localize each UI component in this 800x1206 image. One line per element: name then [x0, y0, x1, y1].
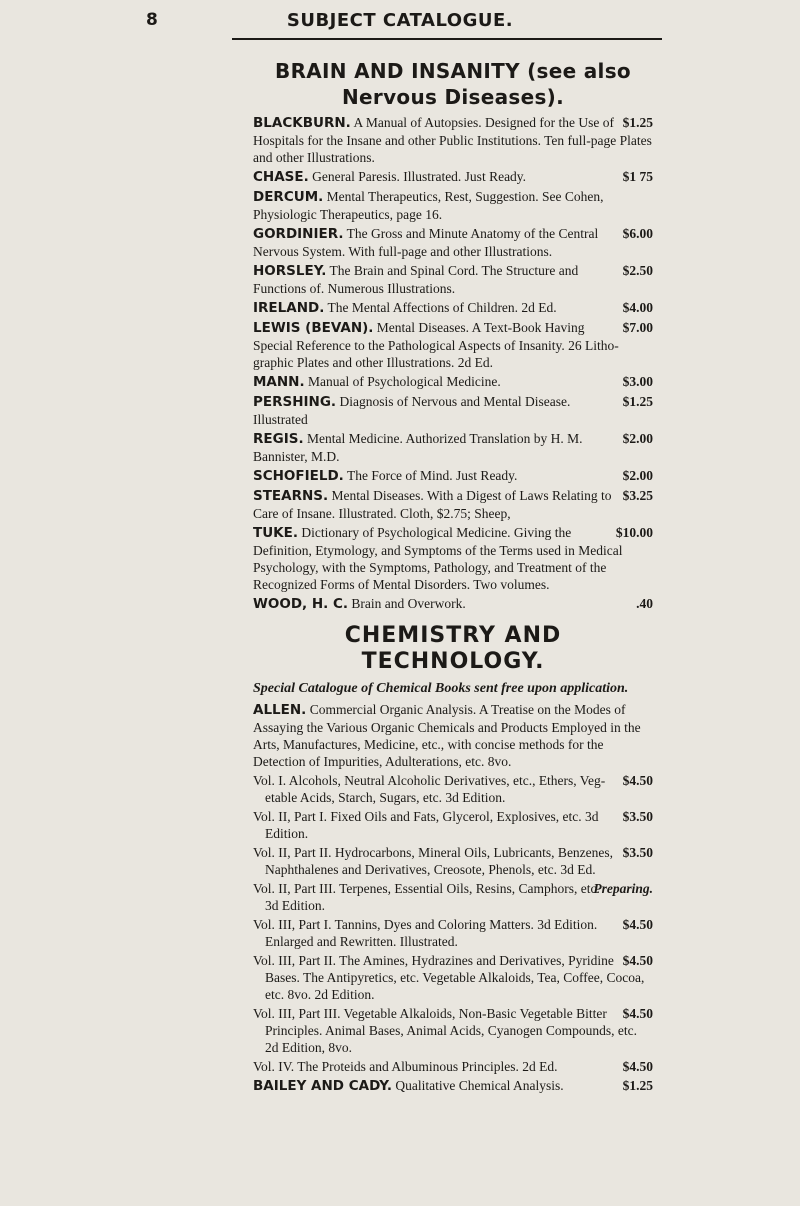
entry-author: LEWIS (BEVAN).: [253, 320, 374, 336]
catalogue-entry: [253, 225, 653, 260]
volume-entry: [253, 844, 653, 878]
volume-entry: [253, 880, 653, 914]
entry-author: DERCUM.: [253, 189, 324, 205]
entry-description: Qualitative Chemical Analysis.: [395, 1078, 564, 1093]
catalogue-entry: [253, 701, 653, 770]
entry-list-chemistry-tail: [253, 1077, 653, 1095]
entry-price: $7.00: [622, 320, 653, 335]
entry-price: $2.50: [622, 263, 653, 278]
catalogue-entry: [253, 114, 653, 166]
entry-description: Manual of Psychological Medicine.: [307, 374, 501, 389]
entry-description: Mental Diseases. A Text-Book Having Special Reference to the Pathological Aspects of Insanity. 26 Litho-graphic Plates and other Illustrations. 2d Ed.: [253, 320, 619, 370]
catalogue-entry: [253, 319, 653, 371]
entry-author: ALLEN.: [253, 702, 307, 718]
catalogue-entry: [253, 393, 653, 428]
entry-description: Mental Diseases. With a Digest of Laws Relating to Care of Insane. Illustrated. Cloth, $2.75; Sheep,: [253, 488, 612, 521]
catalogue-entry: [253, 487, 653, 522]
entry-price: $1.25: [622, 115, 653, 130]
volume-entry: [253, 808, 653, 842]
catalogue-entry: [253, 168, 653, 186]
entry-author: BAILEY AND CADY.: [253, 1078, 392, 1094]
catalogue-entry: [253, 524, 653, 593]
volume-list-allen: [253, 772, 653, 1075]
volume-price: $4.50: [622, 917, 653, 932]
volume-price: $3.50: [622, 845, 653, 860]
entry-description: Mental Therapeutics, Rest, Suggestion. See Cohen, Physiologic Therapeutics, page 16.: [253, 189, 604, 222]
entry-price: $2.00: [622, 468, 653, 483]
entry-author: STEARNS.: [253, 488, 329, 504]
entry-author: CHASE.: [253, 169, 309, 185]
volume-description: Vol. II, Part III. Terpenes, Essential Oils, Resins, Camphors, etc. 3d Edition.: [253, 881, 600, 913]
catalogue-entry: [253, 1077, 653, 1095]
entry-author: GORDINIER.: [253, 226, 344, 242]
section-title-chemistry: CHEMISTRY AND TECHNOLOGY.: [344, 623, 562, 674]
entry-price: $3.25: [622, 488, 653, 503]
catalogue-entry: [253, 373, 653, 391]
running-header: [0, 10, 800, 34]
entry-author: WOOD, H. C.: [253, 596, 349, 612]
entry-description: Diagnosis of Nervous and Mental Disease. Illustrated: [253, 394, 571, 427]
entry-author: PERSHING.: [253, 394, 337, 410]
entry-price: $1.25: [622, 1078, 653, 1093]
volume-price: Preparing.: [593, 881, 653, 896]
entry-author: BLACKBURN.: [253, 115, 351, 131]
page-title: SUBJECT CATALOGUE.: [286, 10, 514, 31]
section-title-brain-insanity: BRAIN AND INSANITY (see also Nervous Diseases).: [275, 59, 631, 109]
entry-description: Mental Medicine. Authorized Translation by H. M. Bannister, M.D.: [253, 431, 583, 464]
volume-description: Vol. I. Alcohols, Neutral Alcoholic Derivatives, etc., Ethers, Veg-etable Acids, Starch, Sugars, etc. 3d Edition.: [253, 773, 606, 805]
entry-description: Commercial Organic Analysis. A Treatise on the Modes of Assaying the Various Organic Chemicals and Products Employed in the Arts, Manufactures, Medicine, etc., with concise methods for the Detection of Impurities, Adulterations, etc. 8vo.: [253, 702, 641, 769]
entry-author: MANN.: [253, 374, 305, 390]
catalogue-entry: [253, 262, 653, 297]
catalogue-entry: [253, 467, 653, 485]
catalogue-entry: [253, 188, 653, 223]
entry-price: $10.00: [615, 525, 653, 540]
entry-description: The Force of Mind. Just Ready.: [346, 468, 518, 483]
volume-entry: [253, 916, 653, 950]
entry-description: The Brain and Spinal Cord. The Structure and Functions of. Numerous Illustrations.: [253, 263, 579, 296]
volume-description: Vol. III, Part III. Vegetable Alkaloids, Non-Basic Vegetable Bitter Principles. Animal Bases, Animal Acids, Cyanogen Compounds, etc. 2d Edition, 8vo.: [253, 1006, 637, 1055]
entry-author: SCHOFIELD.: [253, 468, 344, 484]
volume-entry: [253, 1058, 653, 1075]
entry-list-chemistry: [253, 701, 653, 770]
entry-description: A Manual of Autopsies. Designed for the Use of Hospitals for the Insane and other Public Institutions. Ten full-page Plates and other Illustrations.: [253, 115, 652, 165]
volume-price: $4.50: [622, 1059, 653, 1074]
entry-author: IRELAND.: [253, 300, 325, 316]
catalogue-entry: [253, 595, 653, 613]
entry-price: $1 75: [622, 169, 653, 184]
volume-price: $4.50: [622, 953, 653, 968]
volume-price: $4.50: [622, 773, 653, 788]
entry-price: $3.00: [622, 374, 653, 389]
volume-entry: [253, 772, 653, 806]
catalogue-entry: [253, 299, 653, 317]
volume-description: Vol. IV. The Proteids and Albuminous Principles. 2d Ed.: [253, 1059, 558, 1074]
volume-description: Vol. III, Part II. The Amines, Hydrazines and Derivatives, Pyridine Bases. The Antipyretics, etc. Vegetable Alkaloids, Tea, Coffee, Cocoa, etc. 8vo. 2d Edition.: [253, 953, 645, 1002]
entry-price: $1.25: [622, 394, 653, 409]
catalogue-entry: [253, 430, 653, 465]
volume-price: $4.50: [622, 1006, 653, 1021]
volume-entry: [253, 1005, 653, 1056]
volume-entry: [253, 952, 653, 1003]
volume-description: Vol. III, Part I. Tannins, Dyes and Coloring Matters. 3d Edition. Enlarged and Rewritten. Illustrated.: [253, 917, 598, 949]
entry-list-brain-insanity: [253, 114, 653, 613]
entry-price: $2.00: [622, 431, 653, 446]
entry-author: TUKE.: [253, 525, 298, 541]
catalogue-content: [253, 58, 653, 1097]
entry-description: Brain and Overwork.: [351, 596, 466, 611]
entry-price: .40: [636, 596, 653, 611]
volume-description: Vol. II, Part I. Fixed Oils and Fats, Glycerol, Explosives, etc. 3d Edition.: [253, 809, 599, 841]
entry-author: HORSLEY.: [253, 263, 327, 279]
entry-description: The Gross and Minute Anatomy of the Central Nervous System. With full-page and other Illustrations.: [253, 226, 599, 259]
entry-description: The Mental Affections of Children. 2d Ed.: [327, 300, 557, 315]
entry-price: $6.00: [622, 226, 653, 241]
entry-description: General Paresis. Illustrated. Just Ready.: [312, 169, 527, 184]
entry-author: REGIS.: [253, 431, 304, 447]
entry-description: Dictionary of Psychological Medicine. Giving the Definition, Etymology, and Symptoms of the Terms used in Medical Psychology, with the Symptoms, Pathology, and Treatment of the Recognized Forms of Mental Disorders. Two volumes.: [253, 525, 623, 592]
entry-price: $4.00: [622, 300, 653, 315]
volume-price: $3.50: [622, 809, 653, 824]
volume-description: Vol. II, Part II. Hydrocarbons, Mineral Oils, Lubricants, Benzenes, Naphthalenes and Derivatives, Creosote, Phenols, etc. 3d Ed.: [253, 845, 614, 877]
header-rule: [232, 38, 662, 40]
section-subtitle-chemistry: Special Catalogue of Chemical Books sent free upon application.: [253, 681, 629, 696]
page-number: 8: [146, 10, 158, 30]
